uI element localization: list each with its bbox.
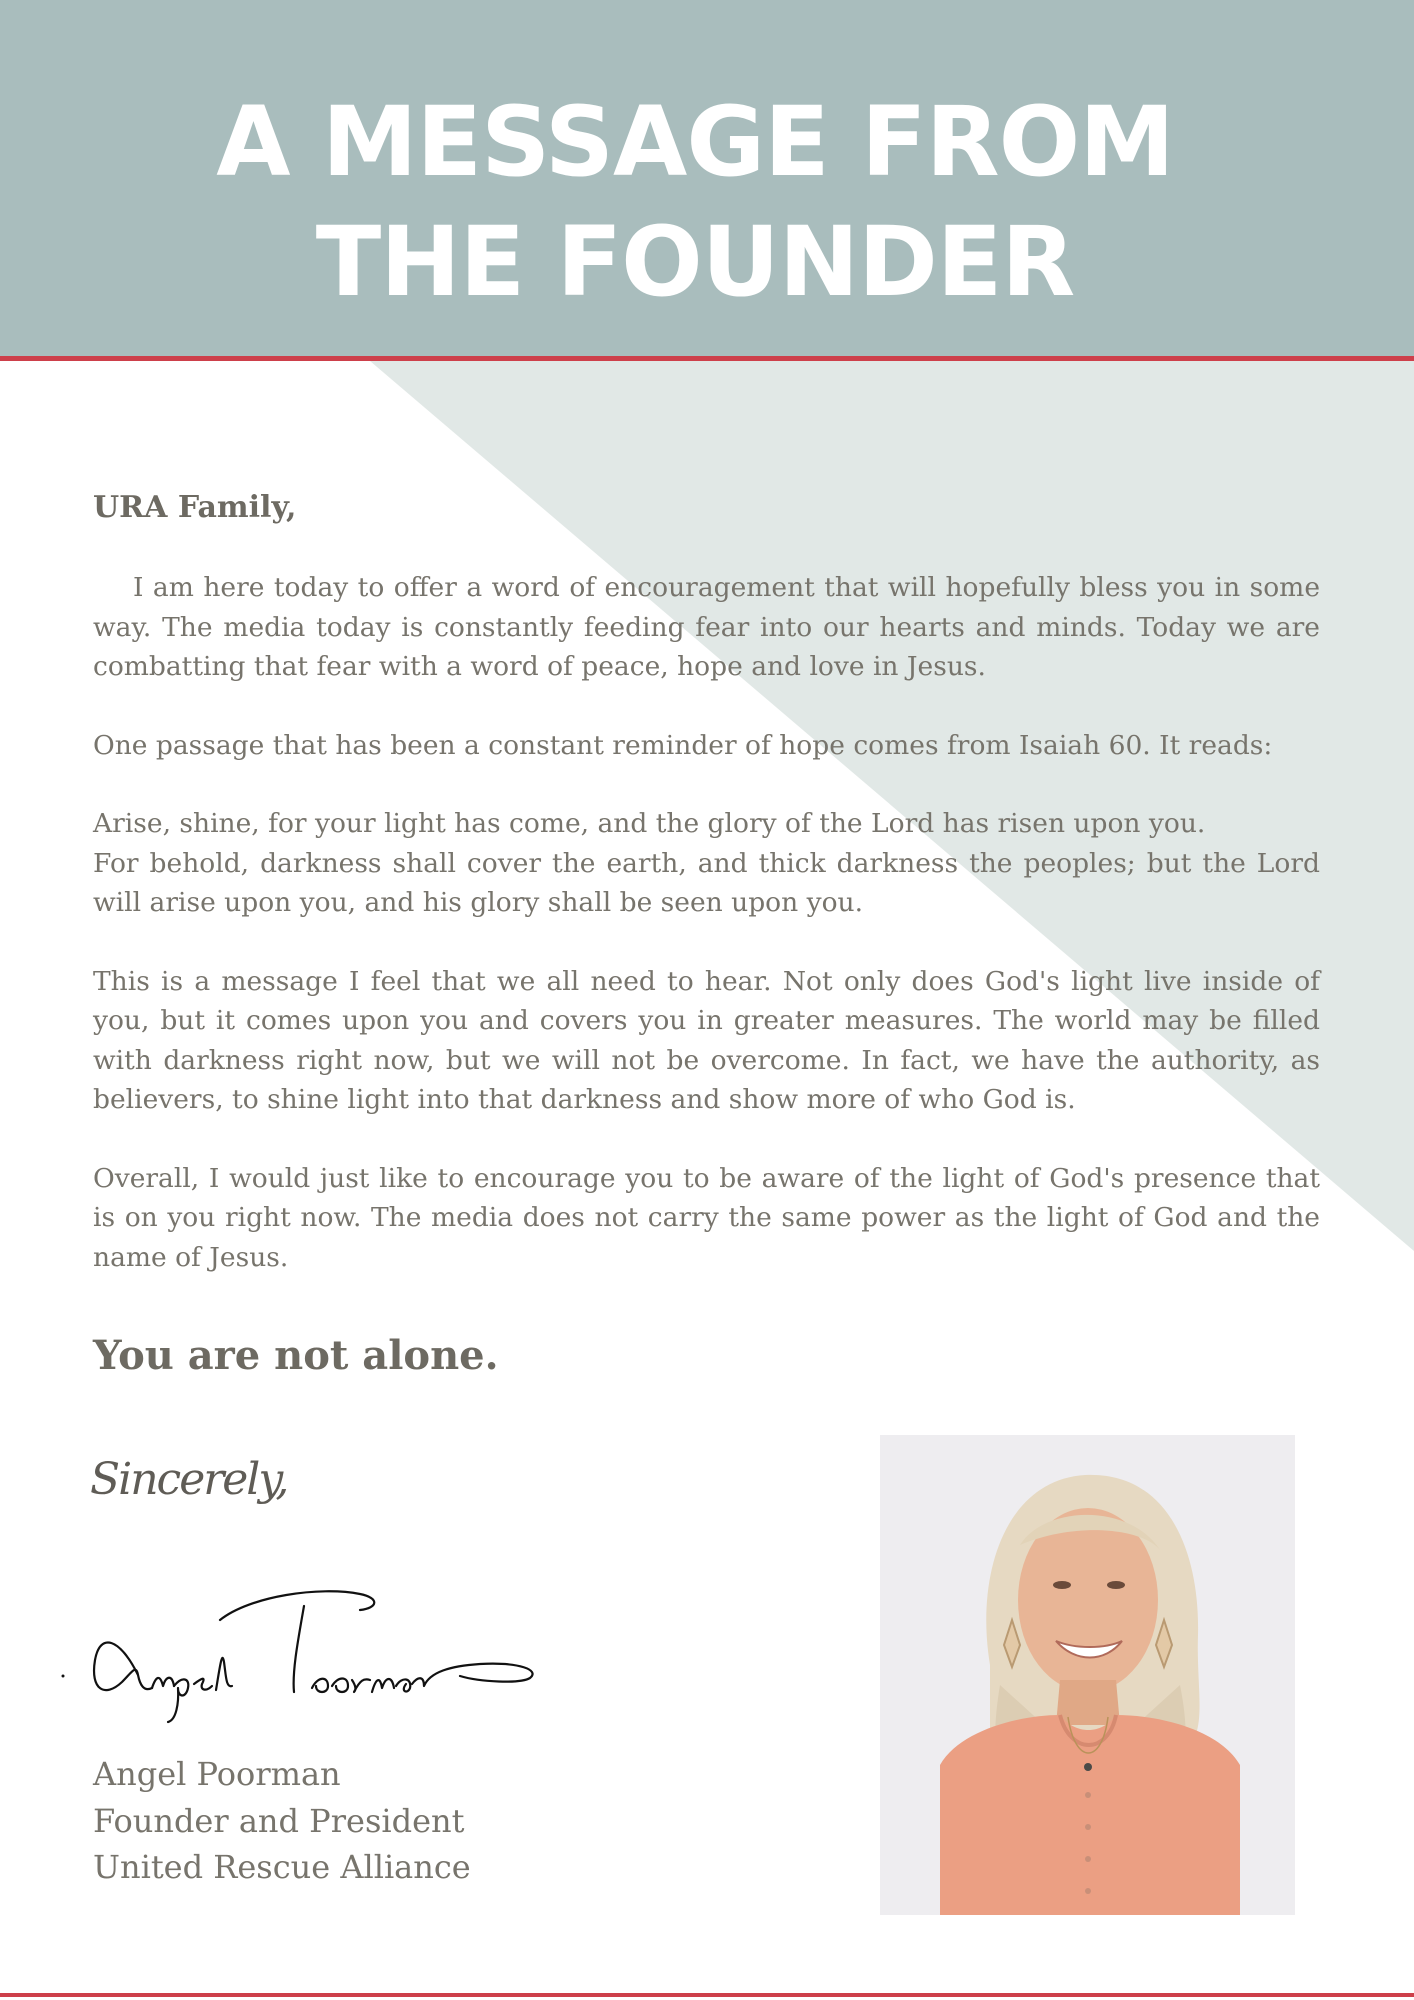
founder-portrait-photo	[880, 1435, 1295, 1915]
signature-block	[93, 1751, 471, 1891]
paragraph-scripture-quote: Arise, shine, for your light has come, and the glory of the Lord has risen upon you. For behold, darkness shall cover the earth, and thick darkness the peoples; but the Lord will arise upon you, and his glory shall be seen upon you.	[93, 808, 1320, 918]
title-line-1: A MESSAGE FROM	[216, 86, 1174, 198]
paragraph-message: This is a message I feel that we all need to hear. Not only does God's light live inside of you, but it comes upon you and covers you in greater measures. The world may be filled with darkness right now, but we will not be overcome. In fact, we have the authority, as believers, to shine light into that darkness and show more of who God is.	[93, 965, 1320, 1115]
header-band	[0, 0, 1414, 356]
title-line-2: THE FOUNDER	[315, 206, 1075, 318]
closing-statement: You are not alone.	[93, 1332, 499, 1379]
footer-accent-rule	[0, 1993, 1414, 1997]
page-title	[0, 82, 1390, 322]
letter-body	[93, 488, 1320, 1316]
sincerely-script: Sincerely,	[90, 1454, 288, 1505]
handwritten-signature	[60, 1580, 590, 1730]
letter-greeting: URA Family,	[93, 490, 297, 525]
paragraph-isaiah-intro: One passage that has been a constant reminder of hope comes from Isaiah 60. It reads:	[93, 729, 1273, 761]
signer-organization: United Rescue Alliance	[93, 1848, 471, 1886]
signer-role: Founder and President	[93, 1801, 465, 1840]
paragraph-encouragement: I am here today to offer a word of encouragement that will hopefully bless you in some way. The media today is constantly feeding fear into our hearts and minds. Today we are combatting that fear with a word of peace, hope and love in Jesus.	[93, 572, 1320, 682]
paragraph-overall: Overall, I would just like to encourage you to be aware of the light of God's presence that is on you right now. The media does not carry the same power as the light of God and the name of Jesus.	[93, 1162, 1320, 1273]
signer-name: Angel Poorman	[93, 1755, 341, 1793]
